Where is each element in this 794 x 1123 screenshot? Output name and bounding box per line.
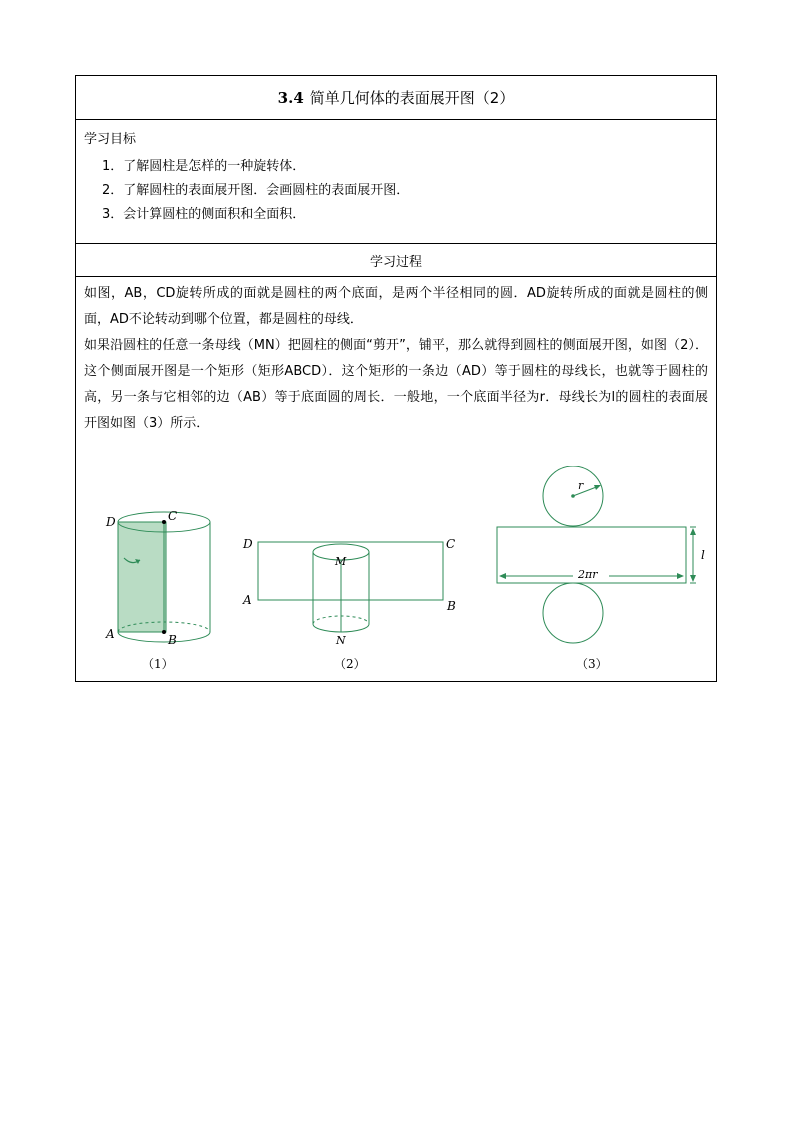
figure-2-unfold: [242, 537, 456, 647]
goal-item: 2．了解圆柱的表面展开图．会画圆柱的表面展开图．: [102, 183, 410, 198]
goals-heading: 学习目标: [84, 132, 137, 147]
cylinder-figures: [76, 466, 716, 681]
label-d: D: [106, 515, 116, 529]
arrow-down-icon: [690, 575, 696, 582]
paragraph: 如果沿圆柱的任意一条母线（MN）把圆柱的侧面“剪开”，铺平，那么就得到圆柱的侧面展开图，如图（2）．这个侧面展开图是一个矩形（矩形ABCD）．这个矩形的一条边（AD）等于圆柱的母线长，也就等于圆柱的高，另一条与它相邻的边（AB）等于底面圆的周长．一般地，一个底面半径为r．母线长为l的圆柱的表面展开图如图（3）所示．: [84, 338, 708, 431]
arrow-right-icon: [677, 573, 684, 579]
goal-item: 3．会计算圆柱的侧面积和全面积．: [102, 207, 306, 222]
label-c: C: [168, 509, 178, 523]
goal-item: 1．了解圆柱是怎样的一种旋转体．: [102, 159, 306, 174]
label-d: D: [243, 537, 253, 551]
figure-3-net: [497, 466, 705, 643]
label-b: B: [168, 633, 177, 647]
figure-1-cylinder: [105, 509, 210, 647]
process-heading: 学习过程: [369, 254, 422, 270]
label-n: N: [336, 634, 346, 647]
point-b: [162, 630, 166, 634]
shaded-rectangle: [118, 522, 166, 632]
label-circumference: 2πr: [578, 568, 598, 581]
learning-goals: [76, 120, 716, 243]
label-l: l: [701, 548, 705, 562]
caption-1: （1）: [142, 657, 174, 671]
label-c: C: [446, 537, 456, 551]
worksheet-table: [75, 75, 717, 682]
arrow-left-icon: [499, 573, 506, 579]
process-text: [76, 276, 716, 486]
point-c: [162, 520, 166, 524]
section-number: 3.4: [277, 88, 304, 107]
section-title: 简单几何体的表面展开图（2）: [309, 89, 515, 107]
label-m: M: [335, 555, 347, 568]
arrow-up-icon: [690, 528, 696, 535]
label-a: A: [106, 627, 115, 641]
radius-arrow-icon: [594, 485, 601, 490]
label-r: r: [578, 479, 584, 492]
caption-3: （3）: [576, 657, 608, 671]
bottom-circle: [543, 583, 603, 643]
page-title: [76, 76, 716, 119]
label-a: A: [243, 593, 252, 607]
paragraph: 如图，AB，CD旋转所成的面就是圆柱的两个底面，是两个半径相同的圆．AD旋转所成的面就是圆柱的侧面，AD不论转动到哪个位置，都是圆柱的母线．: [84, 286, 708, 327]
label-b: B: [447, 599, 456, 613]
caption-2: （2）: [334, 657, 366, 671]
